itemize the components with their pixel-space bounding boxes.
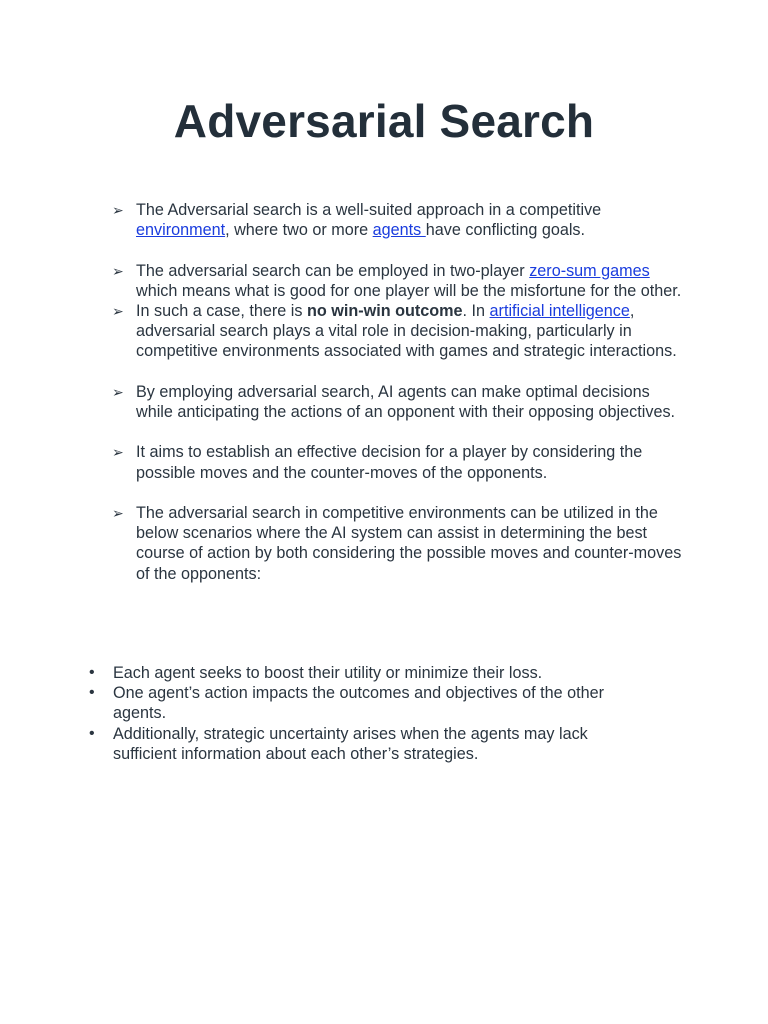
zero-sum-games-link[interactable]: zero-sum games bbox=[529, 261, 650, 280]
arrow-bullet-item bbox=[112, 200, 682, 240]
list-item bbox=[89, 663, 649, 683]
bullet-dot-icon: • bbox=[89, 664, 95, 681]
arrow-marker-icon: ➢ bbox=[112, 504, 124, 521]
bullet-text: , where two or more bbox=[225, 221, 373, 240]
arrow-marker-icon: ➢ bbox=[112, 383, 124, 400]
bullet-text: The Adversarial search is a well-suited approach in a competitive bbox=[136, 201, 602, 219]
bold-phrase: no win-win outcome bbox=[306, 302, 463, 320]
dot-bullet-list bbox=[89, 663, 649, 764]
arrow-bullet-item bbox=[112, 503, 682, 584]
arrow-bullet-item bbox=[112, 382, 682, 422]
agents-link[interactable]: agents bbox=[372, 221, 426, 240]
list-item bbox=[89, 724, 649, 764]
arrow-marker-icon: ➢ bbox=[112, 262, 124, 279]
bullet-text: By employing adversarial search, AI agents can make optimal decisions while anticipating the actions of an opponent with their opposing objectives. bbox=[136, 382, 676, 421]
bullet-text: In such a case, there is bbox=[136, 302, 307, 320]
bullet-text: It aims to establish an effective decision for a player by considering the possible moves and the counter-moves of the opponents. bbox=[136, 443, 643, 482]
bullet-text: Additionally, strategic uncertainty arises when the agents may lack sufficient information about each other’s strategies. bbox=[113, 724, 588, 763]
bullet-text: Each agent seeks to boost their utility or minimize their loss. bbox=[113, 664, 543, 682]
arrow-bullet-item bbox=[112, 261, 682, 301]
arrow-marker-icon: ➢ bbox=[112, 444, 124, 461]
bullet-dot-icon: • bbox=[89, 684, 95, 702]
page-title: Adversarial Search bbox=[173, 95, 595, 147]
bullet-text: The adversarial search can be employed in two-player bbox=[136, 261, 530, 280]
bullet-text: . In bbox=[462, 302, 490, 320]
list-item bbox=[89, 683, 649, 723]
bullet-text: have conflicting goals. bbox=[425, 221, 586, 240]
environment-link[interactable]: environment bbox=[136, 221, 226, 240]
arrow-marker-icon: ➢ bbox=[112, 202, 124, 218]
bullet-text: which means what is good for one player will be the misfortune for the other. bbox=[136, 281, 682, 300]
bullet-dot-icon: • bbox=[89, 724, 95, 742]
bullet-text: The adversarial search in competitive environments can be utilized in the below scenarios where the AI system can assist in determining the best course of action by both considering the possible moves and counter-moves of the opponents: bbox=[136, 503, 682, 583]
bullet-text: , adversarial search plays a vital role in decision-making, particularly in competitive environments associated with games and strategic interactions. bbox=[136, 302, 677, 361]
artificial-intelligence-link[interactable]: artificial intelligence bbox=[489, 302, 630, 320]
arrow-bullet-list bbox=[112, 200, 682, 584]
bullet-text: One agent’s action impacts the outcomes and objectives of the other agents. bbox=[113, 684, 605, 723]
arrow-bullet-item bbox=[112, 442, 682, 482]
arrow-marker-icon: ➢ bbox=[112, 303, 124, 319]
arrow-bullet-item bbox=[112, 301, 682, 362]
